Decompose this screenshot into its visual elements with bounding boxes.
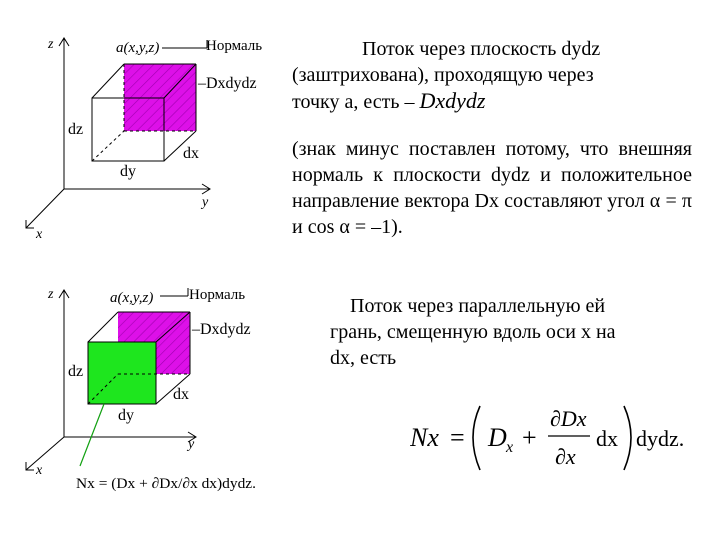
- paragraph-flux-face: [292, 36, 702, 115]
- formula-lhs: Nx: [410, 423, 439, 452]
- dz-label: dz: [68, 121, 84, 138]
- formula-sub: x: [506, 439, 514, 456]
- cube-figure-top: [26, 37, 262, 242]
- point-a-label: a(x,y,z): [110, 290, 154, 306]
- formula-eq: =: [450, 423, 465, 452]
- formula-den: ∂x: [555, 444, 576, 469]
- cube-figure-bottom: [26, 287, 256, 492]
- formula-dx: dx: [596, 426, 618, 451]
- formula-num: ∂Dx: [550, 406, 587, 431]
- axis-y-label: y: [202, 195, 209, 210]
- axis-x-label: x: [36, 227, 43, 242]
- dx-label: dx: [173, 386, 189, 403]
- para1-line3: точку a, есть –: [292, 91, 415, 113]
- formula-plus: +: [522, 423, 537, 452]
- dx-label: dx: [183, 145, 199, 162]
- dz-label: dz: [68, 363, 84, 380]
- main-formula: [410, 400, 710, 475]
- axis-z-label: z: [48, 37, 54, 52]
- para3-line2: грань, смещенную вдоль оси x на: [330, 321, 616, 343]
- para1-line1: Поток через плоскость dydz: [362, 38, 601, 60]
- axis-y-label: y: [188, 437, 195, 452]
- para3-line3: dx, есть: [330, 347, 397, 369]
- dy-label: dy: [120, 163, 136, 180]
- para1-line2: (заштрихована), проходящую через: [292, 64, 594, 86]
- paragraph-parallel-face: [330, 293, 700, 371]
- front-face-bottom: [88, 342, 156, 404]
- paragraph-sign-explanation: (знак минус поставлен потому, что внешняя нормаль к плоскости dydz и положительное направление вектора Dx составляют угол α = π и cos α = –1).: [292, 138, 692, 238]
- normal-label: Нормаль: [206, 38, 263, 54]
- axis-z-label: z: [48, 287, 54, 302]
- formula-d: D: [488, 423, 507, 452]
- axis-x-label: x: [36, 463, 43, 478]
- flux-label: –Dxdydz: [198, 75, 257, 92]
- para3-line1: Поток через параллельную ей: [350, 295, 606, 317]
- point-a-label: a(x,y,z): [116, 40, 160, 56]
- normal-label: Нормаль: [189, 287, 246, 303]
- formula-tail: dydz.: [636, 426, 685, 451]
- small-formula: Nx = (Dx + ∂Dx/∂x dx)dydz.: [76, 476, 256, 492]
- flux-label: –Dxdydz: [192, 321, 251, 338]
- dy-label: dy: [118, 407, 134, 424]
- para1-expr: Dxdydz: [419, 88, 486, 113]
